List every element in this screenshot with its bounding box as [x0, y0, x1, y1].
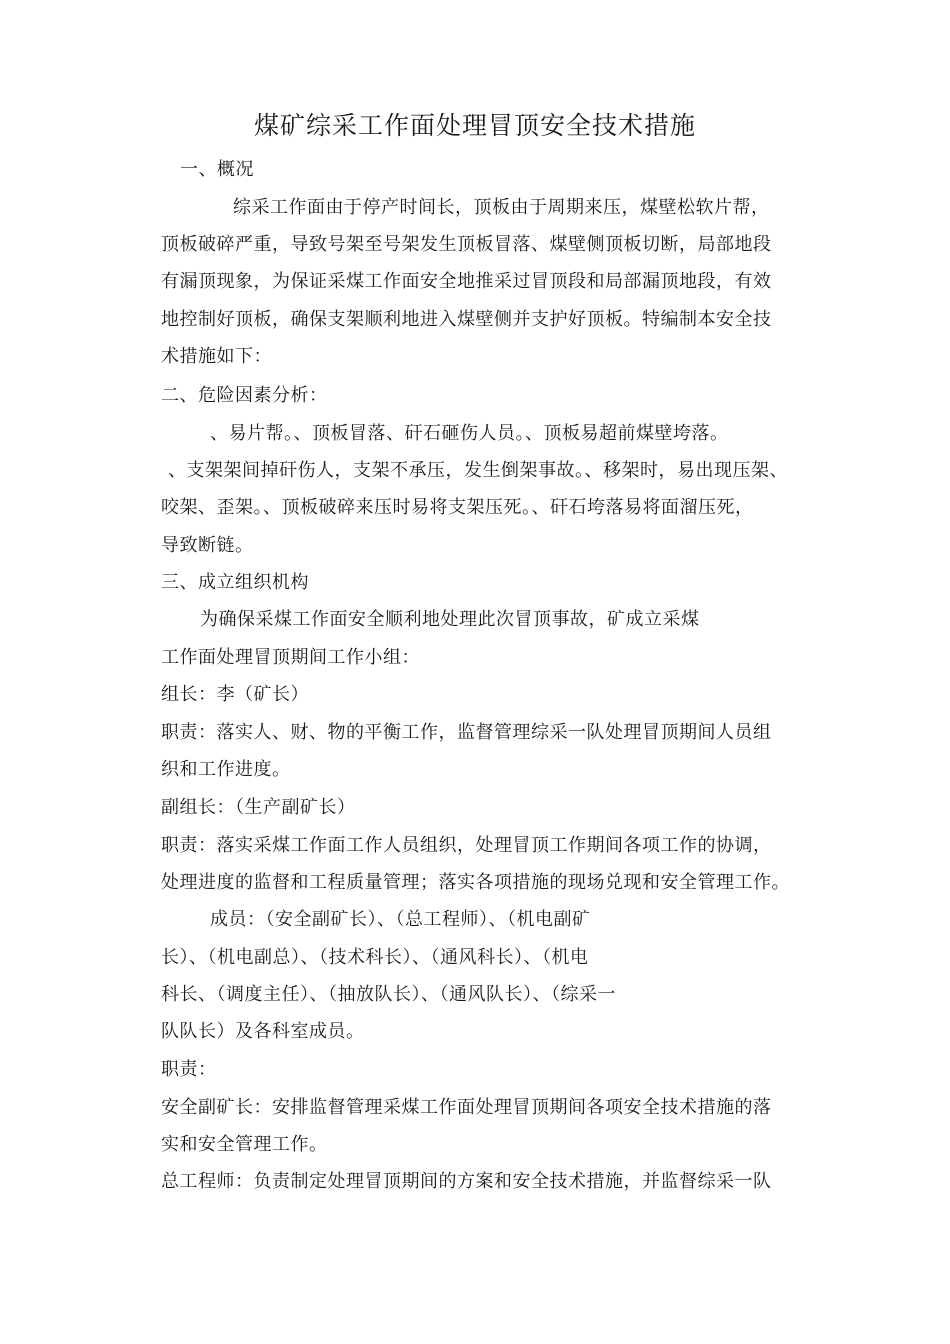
paragraph-line: 安全副矿长：安排监督管理采煤工作面处理冒顶期间各项安全技术措施的落 — [161, 1097, 772, 1118]
paragraph-line: 职责： — [161, 1059, 217, 1080]
paragraph-line: 咬架、歪架。、顶板破碎来压时易将支架压死。、矸石垮落易将面溜压死， — [161, 497, 754, 518]
section-heading-organization: 三、成立组织机构 — [161, 572, 309, 593]
paragraph-line: 职责：落实人、财、物的平衡工作，监督管理综采一队处理冒顶期间人员组 — [161, 722, 772, 743]
paragraph-line: 长）、（机电副总）、（技术科长）、（通风科长）、（机电 — [161, 947, 589, 968]
paragraph-line: 副组长：（生产副矿长） — [161, 797, 356, 818]
paragraph-line: 顶板破碎严重，导致号架至号架发生顶板冒落、煤壁侧顶板切断，局部地段 — [161, 234, 772, 255]
paragraph-line: 织和工作进度。 — [161, 759, 291, 780]
paragraph-line: 、支架架间掉矸伤人，支架不承压，发生倒架事故。、移架时，易出现压架、 — [168, 460, 788, 481]
paragraph-line: 实和安全管理工作。 — [161, 1134, 328, 1155]
paragraph-line: 综采工作面由于停产时间长，顶板由于周期来压，煤壁松软片帮， — [233, 197, 770, 218]
paragraph-line: 总工程师：负责制定处理冒顶期间的方案和安全技术措施，并监督综采一队 — [161, 1171, 772, 1192]
document-title: 煤矿综采工作面处理冒顶安全技术措施 — [253, 111, 696, 140]
section-heading-overview: 一、概况 — [180, 159, 254, 180]
paragraph-line: 有漏顶现象，为保证采煤工作面安全地推采过冒顶段和局部漏顶地段，有效 — [161, 271, 772, 292]
paragraph-line: 、易片帮。、顶板冒落、矸石砸伤人员。、顶板易超前煤壁垮落。 — [210, 423, 729, 444]
paragraph-line: 术措施如下： — [161, 346, 272, 367]
paragraph-line: 地控制好顶板，确保支架顺利地进入煤壁侧并支护好顶板。特编制本安全技 — [161, 309, 772, 330]
paragraph-line: 成员：（安全副矿长）、（总工程师）、（机电副矿 — [210, 909, 591, 930]
paragraph-line: 工作面处理冒顶期间工作小组： — [161, 647, 420, 668]
paragraph-line: 队队长）及各科室成员。 — [161, 1021, 365, 1042]
paragraph-line: 导致断链。 — [161, 535, 254, 556]
section-heading-hazard-analysis: 二、危险因素分析： — [161, 385, 328, 406]
paragraph-line: 职责：落实采煤工作面工作人员组织，处理冒顶工作期间各项工作的协调， — [161, 835, 772, 856]
paragraph-line: 为确保采煤工作面安全顺利地处理此次冒顶事故，矿成立采煤 — [200, 609, 700, 630]
paragraph-line: 组长：李（矿长） — [161, 684, 309, 705]
paragraph-line: 处理进度的监督和工程质量管理；落实各项措施的现场兑现和安全管理工作。 — [161, 872, 790, 893]
paragraph-line: 科长、（调度主任）、（抽放队长）、（通风队长）、（综采一 — [161, 984, 616, 1005]
